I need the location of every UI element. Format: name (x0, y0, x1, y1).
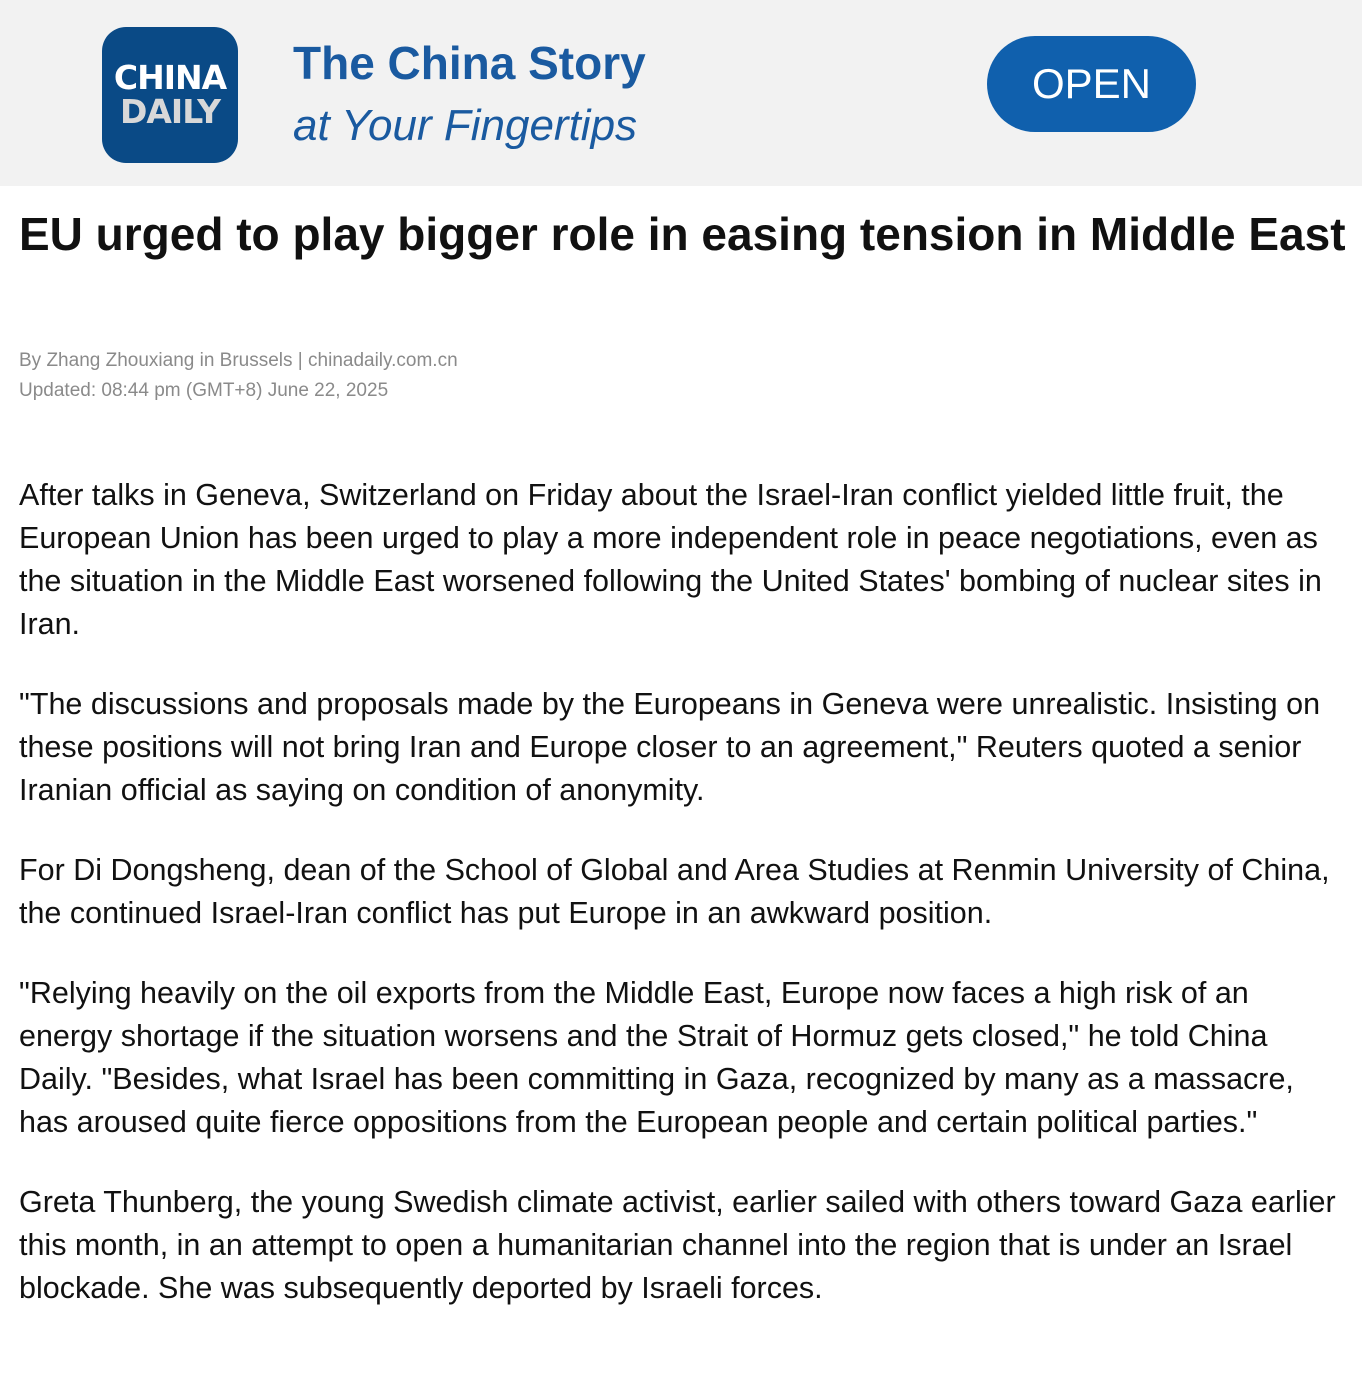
open-app-button[interactable]: OPEN (987, 36, 1196, 132)
banner-tagline-title: The China Story (293, 37, 646, 89)
logo-text-daily: DAILY (120, 92, 220, 131)
article-paragraph: After talks in Geneva, Switzerland on Friday about the Israel-Iran conflict yielded little fruit, the European Union has been urged to play a more independent role in peace negotiations, even as the situation in the Middle East worsened following the United States' bombing of nuclear sites in Iran. (19, 478, 1322, 641)
article-byline: By Zhang Zhouxiang in Brussels | chinadaily.com.cn (19, 350, 458, 371)
banner-tagline-subtitle: at Your Fingertips (293, 101, 638, 150)
app-promo-banner (0, 0, 1362, 186)
article-updated-timestamp: Updated: 08:44 pm (GMT+8) June 22, 2025 (19, 380, 389, 401)
article-paragraph: "Relying heavily on the oil exports from the Middle East, Europe now faces a high risk of an energy shortage if the situation worsens and the Strait of Hormuz gets closed," he told China Daily. "Besides, what Israel has been committing in Gaza, recognized by many as a massacre, has aroused quite fierce oppositions from the European people and certain political parties." (19, 976, 1294, 1139)
logo-text-china: CHINA (113, 58, 227, 97)
article-paragraph: "The discussions and proposals made by the Europeans in Geneva were unrealistic. Insisting on these positions will not bring Iran and Europe closer to an agreement," Reuters quoted a senior Iranian official as saying on condition of anonymity. (19, 687, 1321, 807)
article-body (19, 474, 1349, 1347)
article-headline: EU urged to play bigger role in easing tension in Middle East (19, 208, 1346, 260)
article-paragraph: Greta Thunberg, the young Swedish climate activist, earlier sailed with others toward Gaza earlier this month, in an attempt to open a humanitarian channel into the region that is under an Israel blockade. She was subsequently deported by Israeli forces. (19, 1185, 1336, 1305)
article-paragraph: For Di Dongsheng, dean of the School of Global and Area Studies at Renmin University of China, the continued Israel-Iran conflict has put Europe in an awkward position. (19, 853, 1330, 930)
china-daily-logo[interactable] (102, 27, 238, 163)
